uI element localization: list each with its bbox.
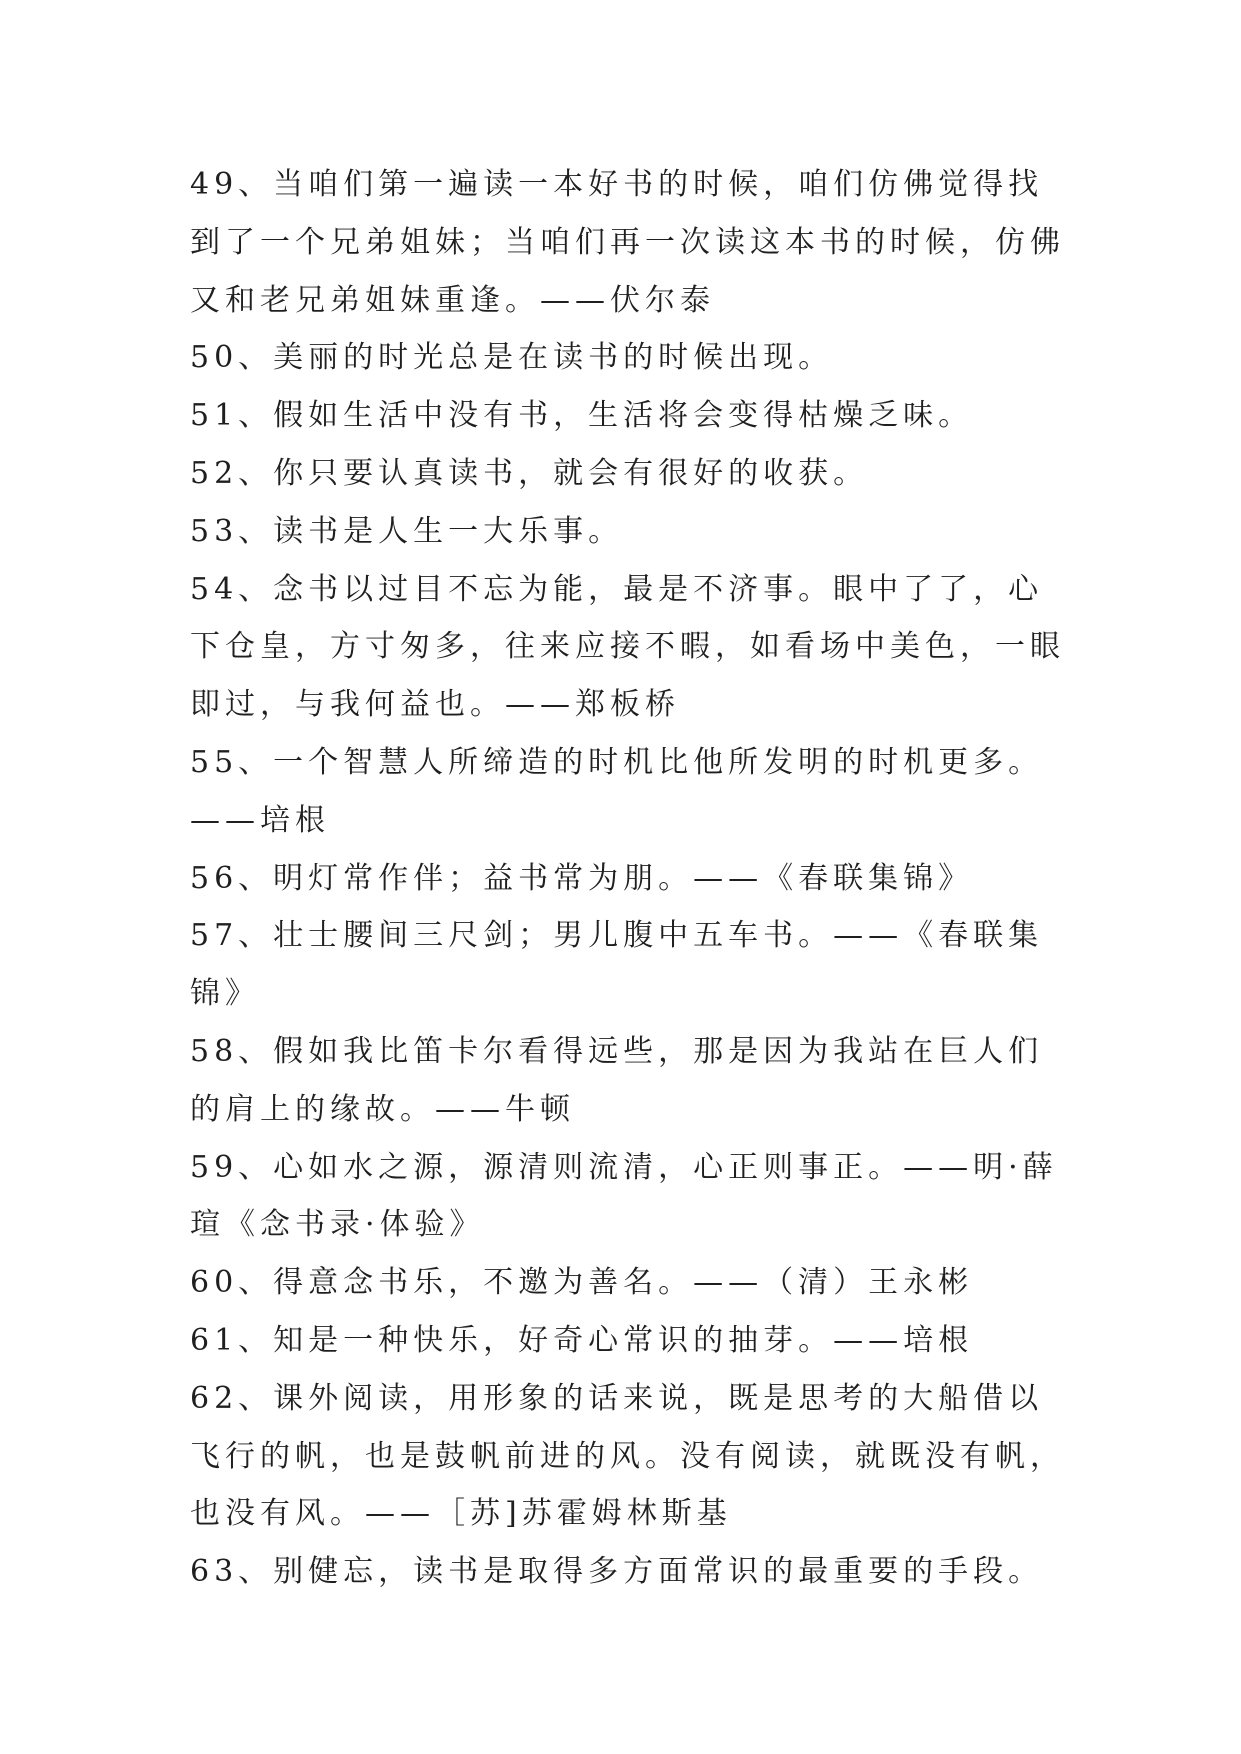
- quote-item-51: 51、假如生活中没有书，生活将会变得枯燥乏味。: [190, 398, 974, 434]
- quote-item-63: 63、别健忘，读书是取得多方面常识的最重要的手段。: [190, 1554, 1044, 1590]
- quote-item-62: 62、课外阅读，用形象的话来说，既是思考的大船借以飞行的帆，也是鼓帆前进的风。没有阅读，就既没有帆，也没有风。——［苏]苏霍姆林斯基: [190, 1380, 1065, 1532]
- quote-item-52: 52、你只要认真读书，就会有很好的收获。: [190, 455, 869, 491]
- quote-item-54: 54、念书以过目不忘为能，最是不济事。眼中了了，心下仓皇，方寸匆多，往来应接不暇，如看场中美色，一眼即过，与我何益也。——郑板桥: [190, 571, 1065, 723]
- quote-item-53: 53、读书是人生一大乐事。: [190, 513, 624, 549]
- quote-item-59: 59、心如水之源，源清则流清，心正则事正。——明·薛瑄《念书录·体验》: [190, 1149, 1058, 1243]
- quote-item-50: 50、美丽的时光总是在读书的时候出现。: [190, 340, 834, 376]
- quote-item-61: 61、知是一种快乐，好奇心常识的抽芽。——培根: [190, 1322, 974, 1358]
- quote-item-57: 57、壮士腰间三尺剑；男儿腹中五车书。——《春联集锦》: [190, 918, 1044, 1012]
- quote-item-58: 58、假如我比笛卡尔看得远些，那是因为我站在巨人们的肩上的缘故。——牛顿: [190, 1033, 1044, 1127]
- quote-item-49: 49、当咱们第一遍读一本好书的时候，咱们仿佛觉得找到了一个兄弟姐妹；当咱们再一次读这本书的时候，仿佛又和老兄弟姐妹重逢。——伏尔泰: [190, 167, 1065, 318]
- quote-list: [190, 156, 1070, 1601]
- quote-item-56: 56、明灯常作伴；益书常为朋。——《春联集锦》: [190, 860, 974, 896]
- quote-item-55: 55、一个智慧人所缔造的时机比他所发明的时机更多。——培根: [190, 744, 1044, 838]
- quote-item-60: 60、得意念书乐，不邀为善名。——（清）王永彬: [190, 1265, 974, 1301]
